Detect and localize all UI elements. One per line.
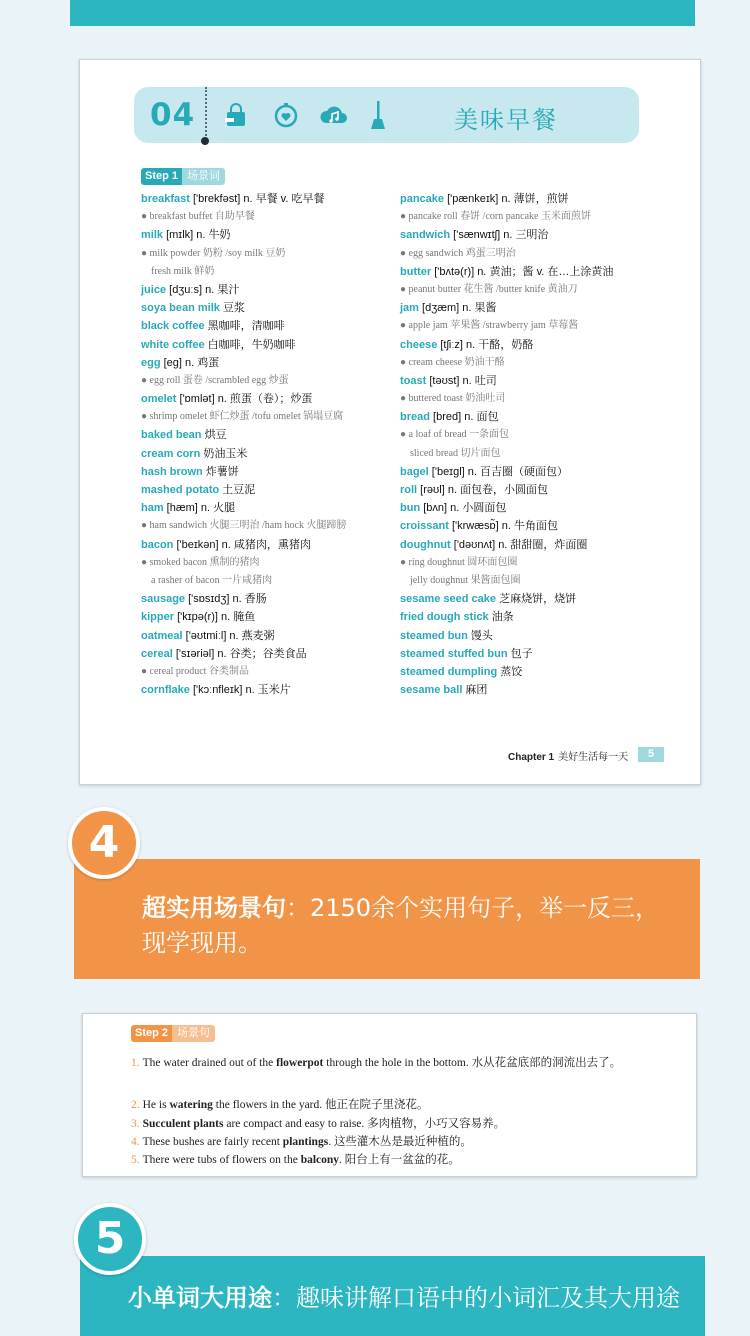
vocab-entry — [141, 536, 346, 554]
vocab-entry — [400, 663, 613, 681]
feature5-text: ：趣味讲解口语中的小词汇及其大用途 — [272, 1284, 680, 1312]
feature4-banner — [74, 859, 700, 979]
vocab-definition: [bred] n. 面包 — [429, 411, 499, 424]
vocab-example: jelly doughnut 果酱面包圈 — [410, 574, 521, 586]
vocab-definition: ['kɪpə(r)] n. 腌鱼 — [174, 611, 256, 624]
vocab-word: doughnut — [400, 538, 451, 551]
sentence-text: The water drained out of the — [142, 1057, 277, 1069]
vocab-definition: 炸薯饼 — [202, 465, 239, 478]
unit-number: 04 — [150, 97, 196, 133]
vocab-word: black coffee — [141, 320, 205, 333]
vocab-entry — [141, 645, 346, 663]
vocab-word: breakfast — [141, 193, 190, 205]
vocab-example: ● cream cheese 奶油干酪 — [400, 356, 505, 368]
feature4-heading: 超实用场景句 — [142, 894, 286, 922]
vocab-entry — [400, 590, 613, 608]
vocab-example: ● a loaf of bread 一条面包 — [400, 429, 510, 441]
vocab-entry — [141, 681, 346, 699]
broom-icon — [364, 101, 392, 129]
vocab-example: ● ham sandwich 火腿三明治 /ham hock 火腿蹄膀 — [141, 520, 347, 532]
vocab-word: mashed potato — [141, 484, 220, 496]
vocab-word: sandwich — [400, 229, 451, 242]
sentence-number: 3. — [131, 1118, 140, 1130]
vocab-entry — [400, 408, 613, 426]
vocab-definition: 麻团 — [462, 684, 488, 697]
stopwatch-heart-icon — [272, 101, 300, 129]
vocab-word: bread — [400, 411, 430, 424]
vocab-word: roll — [400, 484, 418, 496]
sentence-text: through the hole in the bottom. 水从花盆底部的洞流出去了。 — [323, 1057, 622, 1069]
sentence-text: He is — [142, 1099, 170, 1111]
vocabulary-page — [79, 59, 701, 785]
vocab-entry — [400, 336, 613, 354]
header-divider — [205, 87, 207, 143]
sentence-text: . 这些灌木丛是最近种植的。 — [328, 1136, 472, 1148]
sentence-number: 1. — [131, 1057, 140, 1069]
vocab-word: butter — [400, 265, 432, 278]
vocab-example: a rasher of bacon 一片咸猪肉 — [151, 574, 273, 586]
vocab-entry — [400, 536, 613, 554]
sentence-number: 2. — [131, 1099, 140, 1111]
vocab-definition: ['əʊtmiːl] n. 燕麦粥 — [182, 629, 275, 642]
sentence-keyword: Succulent plants — [142, 1118, 224, 1130]
step1-badge — [141, 168, 225, 185]
vocab-definition: ['dəʊnʌt] n. 甜甜圈，炸面圈 — [450, 538, 588, 551]
sentence-keyword: watering — [169, 1099, 213, 1111]
step1-number: Step 1 — [141, 168, 182, 185]
footer-chapter: Chapter 1 — [508, 752, 555, 763]
sentence-item — [131, 1115, 671, 1133]
vocab-definition: 豆浆 — [219, 302, 245, 315]
vocab-entry — [141, 226, 346, 244]
vocab-entry — [141, 354, 346, 372]
vocab-definition: 馒头 — [467, 629, 493, 642]
vocab-word: steamed bun — [400, 629, 468, 642]
vocab-word: ham — [141, 502, 164, 515]
sentence-item — [131, 1054, 671, 1072]
vocab-definition: [tʃiːz] n. 干酪，奶酪 — [437, 338, 534, 351]
vocab-definition: ['sænwɪtʃ] n. 三明治 — [450, 229, 549, 242]
vocab-word: kipper — [141, 611, 175, 624]
vocab-entry — [400, 263, 613, 281]
vocab-example: ● breakfast buffet 自助早餐 — [141, 211, 255, 223]
vocab-entry — [141, 299, 346, 317]
cloud-music-icon — [320, 101, 348, 129]
vocab-word: baked bean — [141, 429, 202, 442]
vocab-entry — [141, 390, 346, 408]
vocab-definition: 奶油玉米 — [200, 447, 248, 460]
vocab-entry — [141, 190, 346, 208]
vocab-definition: ['kɔːnfleɪk] n. 玉米片 — [189, 684, 291, 697]
sentence-item — [131, 1133, 671, 1151]
vocab-entry — [400, 372, 613, 390]
vocab-example: ● ring doughnut 圆环面包圈 — [400, 556, 518, 568]
sentence-text: . 阳台上有一盆盆的花。 — [339, 1154, 460, 1166]
vocab-definition: 烘豆 — [201, 429, 227, 442]
shopping-bag-icon — [222, 101, 250, 129]
vocab-definition: [dʒæm] n. 果酱 — [418, 302, 497, 315]
vocab-word: bun — [400, 502, 421, 515]
vocab-entry — [141, 590, 346, 608]
vocab-entry — [141, 445, 346, 463]
sentence-number: 5. — [131, 1154, 140, 1166]
vocab-entry — [400, 299, 613, 317]
vocab-entry — [141, 426, 346, 444]
vocab-definition: 土豆泥 — [219, 484, 256, 496]
sentences-page — [82, 1013, 697, 1177]
vocab-example: ● shrimp omelet 虾仁炒蛋 /tofu omelet 锅塌豆腐 — [141, 411, 344, 423]
vocab-example: ● buttered toast 奶油吐司 — [400, 393, 506, 405]
vocab-definition: [rəʊl] n. 面包卷，小圆面包 — [417, 484, 549, 496]
vocab-definition: ['sɪəriəl] n. 谷类；谷类食品 — [172, 647, 307, 660]
vocab-definition: [eg] n. 鸡蛋 — [160, 356, 220, 369]
vocab-left-column — [141, 190, 346, 699]
vocab-word: croissant — [400, 520, 449, 533]
vocab-entry — [400, 226, 613, 244]
vocab-definition: ['bʌtə(r)] n. 黄油；酱 v. 在…上涂黄油 — [431, 265, 614, 278]
vocab-definition: ['ɒmlət] n. 煎蛋（卷）；炒蛋 — [176, 393, 313, 406]
step2-number: Step 2 — [131, 1025, 172, 1042]
vocab-word: toast — [400, 374, 427, 387]
top-teal-band — [70, 0, 695, 26]
vocab-definition: [dʒuːs] n. 果汁 — [166, 283, 240, 296]
step2-label: 场景句 — [172, 1025, 215, 1042]
vocab-word: cream corn — [141, 447, 201, 460]
vocab-word: omelet — [141, 393, 177, 406]
vocab-word: cheese — [400, 338, 438, 351]
vocab-definition: 蒸饺 — [497, 665, 523, 678]
step2-badge — [131, 1025, 215, 1042]
vocab-word: oatmeal — [141, 629, 183, 642]
vocab-definition: ['krwæsɒ̃] n. 牛角面包 — [448, 520, 558, 533]
sentence-keyword: flowerpot — [276, 1057, 324, 1069]
sentence-item — [131, 1096, 671, 1114]
vocab-definition: 黑咖啡，清咖啡 — [204, 320, 285, 333]
feature4-number-circle: 4 — [68, 807, 140, 879]
vocab-entry — [400, 517, 613, 535]
vocab-word: sesame seed cake — [400, 593, 497, 606]
vocab-word: sesame ball — [400, 684, 463, 697]
vocab-entry — [400, 681, 613, 699]
vocab-example: ● egg roll 蛋卷 /scrambled egg 炒蛋 — [141, 374, 289, 386]
sentence-number: 4. — [131, 1136, 140, 1148]
feature5-banner — [80, 1256, 705, 1336]
vocab-definition: 油条 — [488, 611, 514, 624]
sentence-keyword: plantings — [282, 1136, 329, 1148]
vocab-entry — [400, 608, 613, 626]
vocab-definition: ['beɪgl] n. 百吉圈（硬面包） — [428, 465, 569, 478]
vocab-word: pancake — [400, 193, 445, 205]
footer-page-number: 5 — [638, 747, 664, 762]
vocab-word: egg — [141, 356, 161, 369]
vocab-definition: ['sɒsɪdʒ] n. 香肠 — [185, 593, 267, 606]
vocab-word: soya bean milk — [141, 302, 220, 315]
vocab-definition: [mɪlk] n. 牛奶 — [163, 229, 231, 242]
vocab-word: bagel — [400, 465, 429, 478]
vocab-example: ● egg sandwich 鸡蛋三明治 — [400, 247, 516, 259]
header-dot — [201, 137, 209, 145]
vocab-definition: 白咖啡，牛奶咖啡 — [204, 338, 296, 351]
vocab-entry — [141, 336, 346, 354]
vocab-definition: [təʊst] n. 吐司 — [426, 374, 497, 387]
vocab-word: sausage — [141, 593, 186, 606]
vocab-example: ● apple jam 苹果酱 /strawberry jam 草莓酱 — [400, 320, 579, 332]
vocab-example: ● pancake roll 春饼 /corn pancake 玉米面煎饼 — [400, 211, 591, 223]
vocab-entry — [141, 608, 346, 626]
vocab-entry — [141, 463, 346, 481]
sentence-text: the flowers in the yard. 他正在院子里浇花。 — [212, 1099, 429, 1111]
footer-chapter-title: 美好生活每一天 — [558, 752, 629, 763]
vocab-word: milk — [141, 229, 164, 242]
vocab-word: jam — [400, 302, 419, 315]
sentence-keyword: balcony — [300, 1154, 340, 1166]
vocab-definition: [bʌn] n. 小圆面包 — [420, 502, 507, 515]
vocab-word: fried dough stick — [400, 611, 489, 624]
feature5-number-circle: 5 — [74, 1203, 146, 1275]
vocab-entry — [400, 499, 613, 517]
vocab-example: ● smoked bacon 熏制的猪肉 — [141, 556, 260, 568]
vocab-entry — [400, 190, 613, 208]
vocab-word: white coffee — [141, 338, 205, 351]
vocab-entry — [400, 463, 613, 481]
vocab-word: juice — [141, 283, 167, 296]
vocab-right-column — [400, 190, 613, 699]
vocab-word: cereal — [141, 647, 173, 660]
page-footer — [508, 748, 628, 763]
step1-label: 场景词 — [182, 168, 225, 185]
vocab-entry — [141, 481, 346, 499]
vocab-entry — [400, 481, 613, 499]
vocab-definition: 芝麻烧饼，烧饼 — [496, 593, 577, 606]
vocab-example: ● cereal product 谷类制品 — [141, 665, 249, 677]
sentence-item — [131, 1151, 671, 1169]
vocab-entry — [141, 499, 346, 517]
vocab-definition: 包子 — [507, 647, 533, 660]
vocab-definition: ['beɪkən] n. 咸猪肉，熏猪肉 — [173, 538, 311, 551]
vocab-entry — [141, 627, 346, 645]
sentence-text: These bushes are fairly recent — [142, 1136, 283, 1148]
vocab-definition: [hæm] n. 火腿 — [163, 502, 236, 515]
vocab-entry — [141, 281, 346, 299]
vocab-example: fresh milk 鲜奶 — [151, 265, 215, 277]
vocab-entry — [400, 627, 613, 645]
vocab-word: steamed dumpling — [400, 665, 498, 678]
sentence-text: are compact and easy to raise. 多肉植物，小巧又容易养。 — [223, 1118, 506, 1130]
sentence-text: There were tubs of flowers on the — [142, 1154, 301, 1166]
vocab-definition: ['pænkeɪk] n. 薄饼，煎饼 — [444, 193, 569, 205]
vocab-word: hash brown — [141, 465, 203, 478]
unit-title: 美味早餐 — [454, 106, 558, 134]
vocab-definition: ['brekfəst] n. 早餐 v. 吃早餐 — [189, 193, 325, 205]
vocab-example: ● milk powder 奶粉 /soy milk 豆奶 — [141, 247, 286, 259]
vocab-entry — [400, 645, 613, 663]
vocab-word: bacon — [141, 538, 174, 551]
vocab-entry — [141, 317, 346, 335]
vocab-example: sliced bread 切片面包 — [410, 447, 501, 459]
vocab-example: ● peanut butter 花生酱 /butter knife 黄油刀 — [400, 283, 578, 295]
feature5-heading: 小单词大用途 — [128, 1284, 272, 1312]
vocab-word: steamed stuffed bun — [400, 647, 508, 660]
vocab-word: cornflake — [141, 684, 190, 697]
feature4-text: ：2150余个实用句子，举一反三，现学现用。 — [142, 894, 660, 957]
unit-header — [134, 87, 639, 143]
